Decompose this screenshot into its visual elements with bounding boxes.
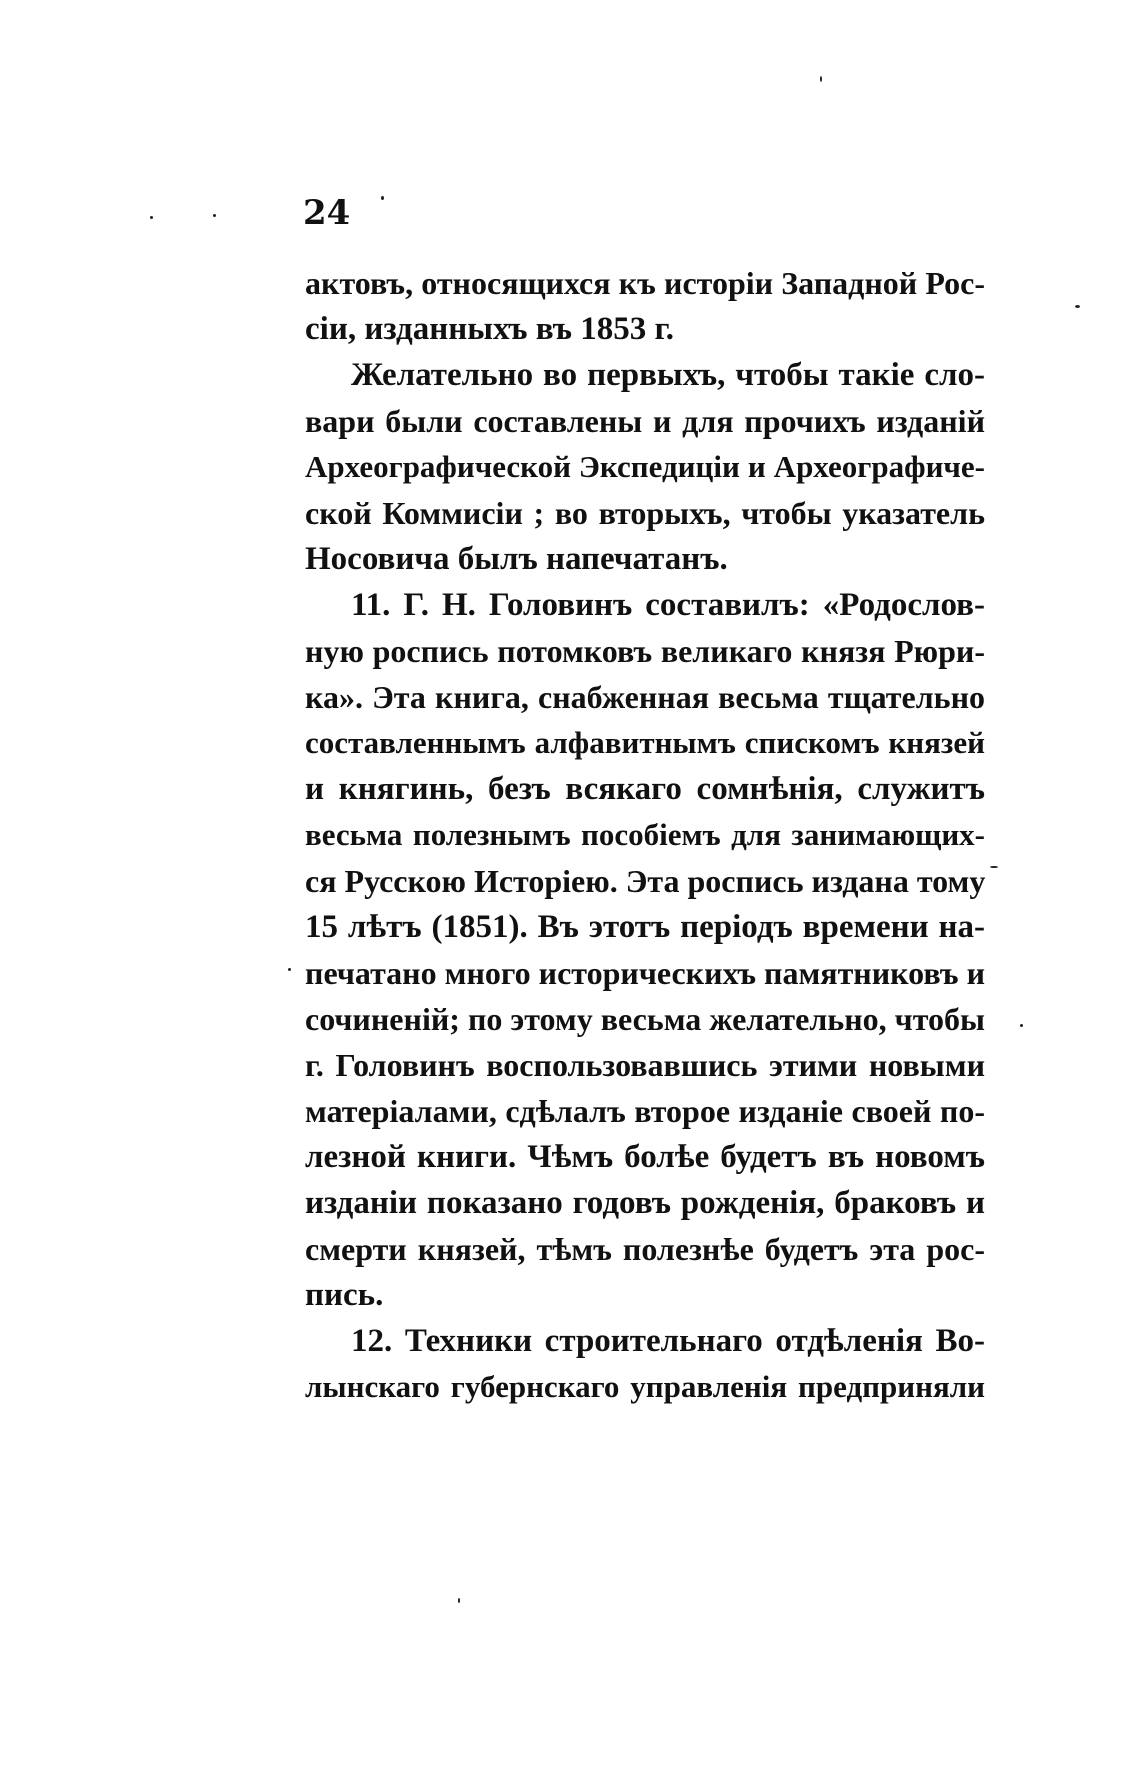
text-line: Носовича былъ напечатанъ. bbox=[305, 541, 728, 577]
scan-speck bbox=[820, 76, 822, 82]
text-line: сочиненій; по этому весьма желательно, чтобы bbox=[305, 1001, 985, 1037]
text-line: ка». Эта книга, снабженная весьма тщательно bbox=[305, 679, 985, 715]
text-line: ную роспись потомковъ великаго князя Рюри- bbox=[305, 633, 985, 669]
scan-speck bbox=[213, 214, 216, 217]
text-line: лезной книги. Чѣмъ болѣе будетъ въ новомъ bbox=[305, 1139, 985, 1175]
text-line: пись. bbox=[305, 1277, 384, 1313]
text-line: г. Головинъ воспользовавшись этими новыми bbox=[305, 1047, 985, 1083]
scan-speck bbox=[458, 1598, 460, 1603]
scan-speck bbox=[1075, 305, 1080, 308]
text-line: 11. Г. Н. Головинъ составилъ: «Родослов- bbox=[351, 587, 985, 623]
body-text bbox=[305, 260, 985, 1410]
text-line: составленнымъ алфавитнымъ спискомъ князей bbox=[305, 725, 985, 760]
text-line: изданіи показано годовъ рожденія, браковъ и bbox=[305, 1185, 985, 1221]
text-line: 12. Техники строительнаго отдѣленія Во- bbox=[351, 1323, 985, 1359]
text-line: матеріалами, сдѣлалъ второе изданіе своей по- bbox=[305, 1093, 985, 1129]
scan-speck bbox=[381, 196, 384, 200]
text-line: сіи, изданныхъ въ 1853 г. bbox=[305, 311, 674, 347]
scan-speck bbox=[990, 866, 998, 868]
text-line: смерти князей, тѣмъ полезнѣе будетъ эта рос- bbox=[305, 1231, 985, 1267]
text-line: и княгинь, безъ всякаго сомнѣнія, служитъ bbox=[305, 771, 985, 807]
text-line: 15 лѣтъ (1851). Въ этотъ періодъ времени на- bbox=[305, 909, 985, 945]
text-line: ской Коммисіи ; во вторыхъ, чтобы указатель bbox=[305, 495, 985, 531]
scan-speck bbox=[288, 968, 291, 971]
scan-speck bbox=[150, 216, 153, 219]
text-line: актовъ, относящихся къ исторіи Западной Рос- bbox=[305, 265, 985, 301]
text-line: печатано много историческихъ памятниковъ и bbox=[305, 955, 985, 991]
page-number: 24 bbox=[303, 193, 351, 233]
scan-speck bbox=[1020, 1024, 1023, 1027]
text-line: лынскаго губернскаго управленія предприняли bbox=[305, 1369, 985, 1404]
text-line: Желательно во первыхъ, чтобы такіе сло- bbox=[351, 357, 985, 393]
text-line: Археографической Экспедиціи и Археографиче- bbox=[305, 449, 985, 484]
text-line: весьма полезнымъ пособіемъ для занимающих- bbox=[305, 817, 985, 852]
text-line: вари были составлены и для прочихъ изданій bbox=[305, 403, 985, 439]
text-line: ся Русскою Исторіею. Эта роспись издана тому bbox=[305, 863, 986, 899]
